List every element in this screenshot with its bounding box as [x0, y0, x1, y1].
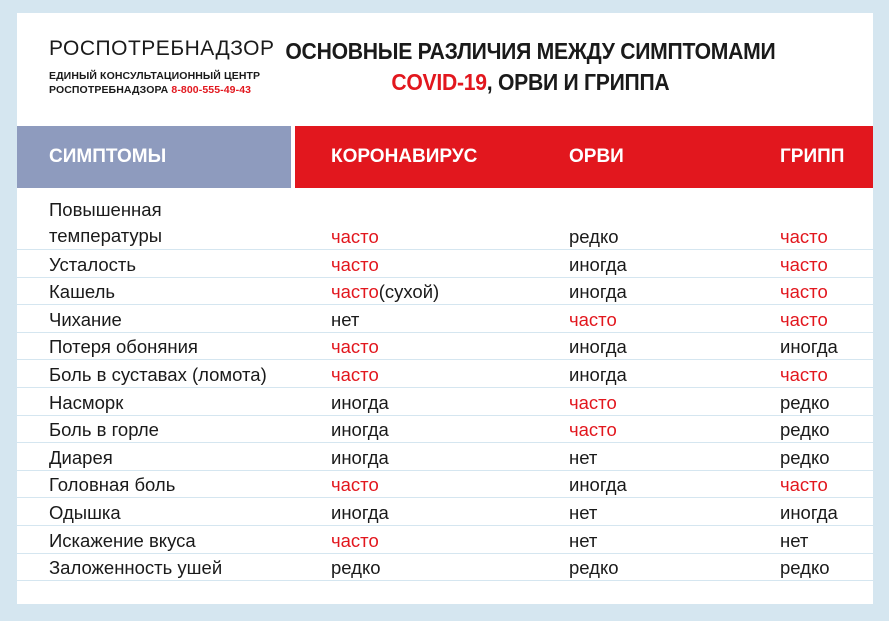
- table-row: [17, 498, 873, 526]
- symptom-cell: Потеря обоняния: [49, 336, 198, 358]
- symptom-cell: Боль в суставах (ломота): [49, 363, 267, 385]
- page-title: [282, 36, 779, 98]
- covid-cell: [331, 556, 381, 580]
- orvi-cell: нет: [569, 446, 598, 468]
- table-row: [17, 278, 873, 306]
- header-flu: ГРИПП: [780, 146, 845, 167]
- orvi-cell: редко: [569, 226, 619, 247]
- orvi-cell: часто: [569, 419, 617, 441]
- header-orvi: ОРВИ: [569, 146, 624, 167]
- org-line2: РОСПОТРЕБНАДЗОРА: [49, 84, 169, 96]
- symptoms-table: [17, 198, 873, 581]
- symptom-cell: Кашель: [49, 281, 116, 303]
- flu-cell: иногда: [780, 336, 838, 358]
- table-row: [17, 360, 873, 388]
- title-line2: [282, 67, 779, 98]
- symptom-cell: Искажение вкуса: [49, 529, 196, 551]
- symptom-cell: Насморк: [49, 391, 124, 413]
- symptom-cell: Одышка: [49, 501, 121, 523]
- orvi-cell: иногда: [569, 474, 627, 496]
- orvi-cell: часто: [569, 308, 617, 330]
- symptom-cell: Усталость: [49, 253, 136, 275]
- symptom-cell: Боль в горле: [49, 419, 159, 441]
- covid-value: часто: [331, 336, 379, 358]
- covid-value: часто: [331, 363, 379, 385]
- symptom-cell: Головная боль: [49, 474, 176, 496]
- orvi-cell: иногда: [569, 281, 627, 303]
- symptom-cell: Повышенная температуры: [49, 199, 163, 246]
- table-row: [17, 471, 873, 499]
- orvi-cell: часто: [569, 391, 617, 413]
- org-block: [49, 37, 274, 97]
- orvi-cell: иногда: [569, 253, 627, 275]
- covid-value: нет: [331, 308, 360, 330]
- covid-cell: [331, 280, 439, 304]
- covid-value: часто: [331, 529, 379, 551]
- flu-cell: редко: [780, 391, 830, 413]
- orvi-cell: редко: [569, 557, 619, 579]
- table-row: [17, 198, 873, 250]
- orvi-cell: иногда: [569, 363, 627, 385]
- flu-cell: редко: [780, 557, 830, 579]
- covid-cell: [331, 253, 379, 277]
- covid-value: часто: [331, 474, 379, 496]
- flu-cell: часто: [780, 281, 828, 303]
- header-symptoms: СИМПТОМЫ: [17, 126, 291, 188]
- flu-cell: нет: [780, 529, 809, 551]
- covid-value: иногда: [331, 446, 389, 468]
- table-row: [17, 305, 873, 333]
- orvi-cell: иногда: [569, 336, 627, 358]
- flu-cell: часто: [780, 226, 828, 247]
- flu-cell: часто: [780, 253, 828, 275]
- title-covid: COVID-19: [391, 69, 487, 95]
- org-phone: 8-800-555-49-43: [171, 84, 252, 96]
- table-header: [17, 126, 873, 188]
- covid-value: иногда: [331, 391, 389, 413]
- orvi-cell: нет: [569, 529, 598, 551]
- covid-value: часто: [331, 226, 379, 247]
- covid-cell: [331, 225, 379, 249]
- symptom-cell: Чихание: [49, 308, 122, 330]
- org-name: РОСПОТРЕБНАДЗОР: [49, 37, 275, 60]
- table-row: [17, 526, 873, 554]
- table-row: [17, 554, 873, 582]
- table-row: [17, 416, 873, 444]
- flu-cell: иногда: [780, 501, 838, 523]
- covid-value: иногда: [331, 419, 389, 441]
- table-row: [17, 388, 873, 416]
- covid-cell: [331, 391, 389, 415]
- covid-value: иногда: [331, 501, 389, 523]
- covid-cell: [331, 418, 389, 442]
- title-line1: ОСНОВНЫЕ РАЗЛИЧИЯ МЕЖДУ СИМПТОМАМИ: [285, 38, 776, 64]
- title-rest: , ОРВИ И ГРИППА: [486, 69, 670, 95]
- covid-value: часто: [331, 281, 379, 303]
- covid-value-note: (сухой): [378, 281, 440, 303]
- flu-cell: часто: [780, 474, 828, 496]
- flu-cell: редко: [780, 446, 830, 468]
- table-row: [17, 250, 873, 278]
- symptom-cell: Диарея: [49, 446, 113, 468]
- symptom-cell: Заложенность ушей: [49, 557, 223, 579]
- orvi-cell: нет: [569, 501, 598, 523]
- covid-cell: [331, 473, 379, 497]
- header-covid: КОРОНАВИРУС: [331, 146, 478, 167]
- flu-cell: часто: [780, 308, 828, 330]
- covid-cell: [331, 308, 359, 332]
- poster-card: [17, 13, 873, 604]
- covid-cell: [331, 363, 379, 387]
- covid-cell: [331, 335, 379, 359]
- org-line2-wrap: [49, 83, 274, 97]
- covid-cell: [331, 529, 379, 553]
- table-row: [17, 443, 873, 471]
- covid-value: редко: [331, 557, 381, 579]
- covid-cell: [331, 446, 389, 470]
- table-row: [17, 333, 873, 361]
- flu-cell: редко: [780, 419, 830, 441]
- org-line1: ЕДИНЫЙ КОНСУЛЬТАЦИОННЫЙ ЦЕНТР: [49, 70, 261, 82]
- covid-cell: [331, 501, 389, 525]
- flu-cell: часто: [780, 363, 828, 385]
- covid-value: часто: [331, 253, 379, 275]
- org-subtitle: [49, 69, 274, 97]
